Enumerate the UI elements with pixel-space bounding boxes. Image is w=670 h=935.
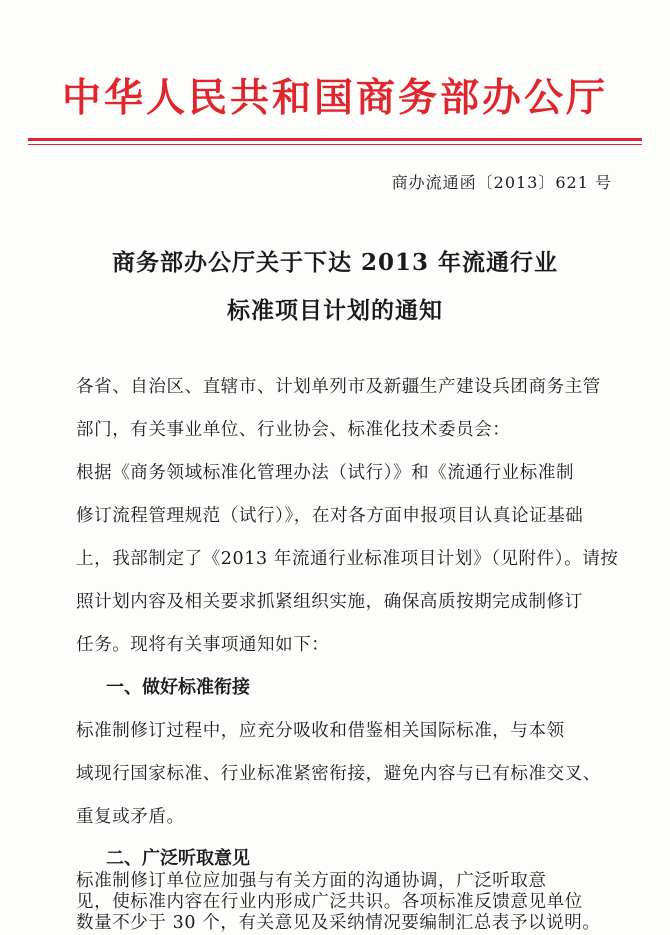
section-heading: 一、做好标准衔接 bbox=[106, 677, 250, 698]
document-title-line-2: 标准项目计划的通知 bbox=[227, 297, 443, 324]
red-divider-thin bbox=[28, 144, 642, 145]
paragraph-line: 任务。现将有关事项通知如下： bbox=[76, 635, 330, 655]
paragraph-line: 标准制修订单位应加强与有关方面的沟通协调，广泛听取意 bbox=[76, 871, 547, 891]
paragraph-line: 照计划内容及相关要求抓紧组织实施，确保高质按期完成制修订 bbox=[76, 592, 583, 612]
paragraph-line: 重复或矛盾。 bbox=[76, 807, 185, 827]
addressee-line: 各省、自治区、直辖市、计划单列市及新疆生产建设兵团商务主管 bbox=[76, 377, 601, 397]
paragraph-line: 域现行国家标准、行业标准紧密衔接，避免内容与已有标准交叉、 bbox=[76, 764, 601, 784]
paragraph-line: 根据《商务领域标准化管理办法（试行）》和《流通行业标准制 bbox=[76, 463, 575, 483]
section-heading: 二、广泛听取意见 bbox=[106, 848, 250, 869]
paragraph-line: 标准制修订过程中，应充分吸收和借鉴相关国际标准，与本领 bbox=[76, 721, 565, 741]
addressee-line: 部门，有关事业单位、行业协会、标准化技术委员会： bbox=[76, 420, 511, 440]
paragraph-line: 修订流程管理规范（试行）》，在对各方面申报项目认真论证基础 bbox=[76, 506, 584, 526]
document-number: 商办流通函〔2013〕621 号 bbox=[391, 173, 612, 192]
paragraph-line: 见，使标准内容在行业内形成广泛共识。各项标准反馈意见单位 bbox=[76, 892, 583, 912]
red-divider-thick bbox=[28, 138, 642, 141]
agency-header: 中华人民共和国商务部办公厅 bbox=[61, 75, 608, 121]
paragraph-line: 上，我部制定了《2013 年流通行业标准项目计划》（见附件）。请按 bbox=[76, 549, 619, 569]
document-title-line-1: 商务部办公厅关于下达 2013 年流通行业 bbox=[111, 249, 559, 276]
paragraph-line: 数量不少于 30 个，有关意见及采纳情况要编制汇总表予以说明。 bbox=[76, 913, 601, 933]
